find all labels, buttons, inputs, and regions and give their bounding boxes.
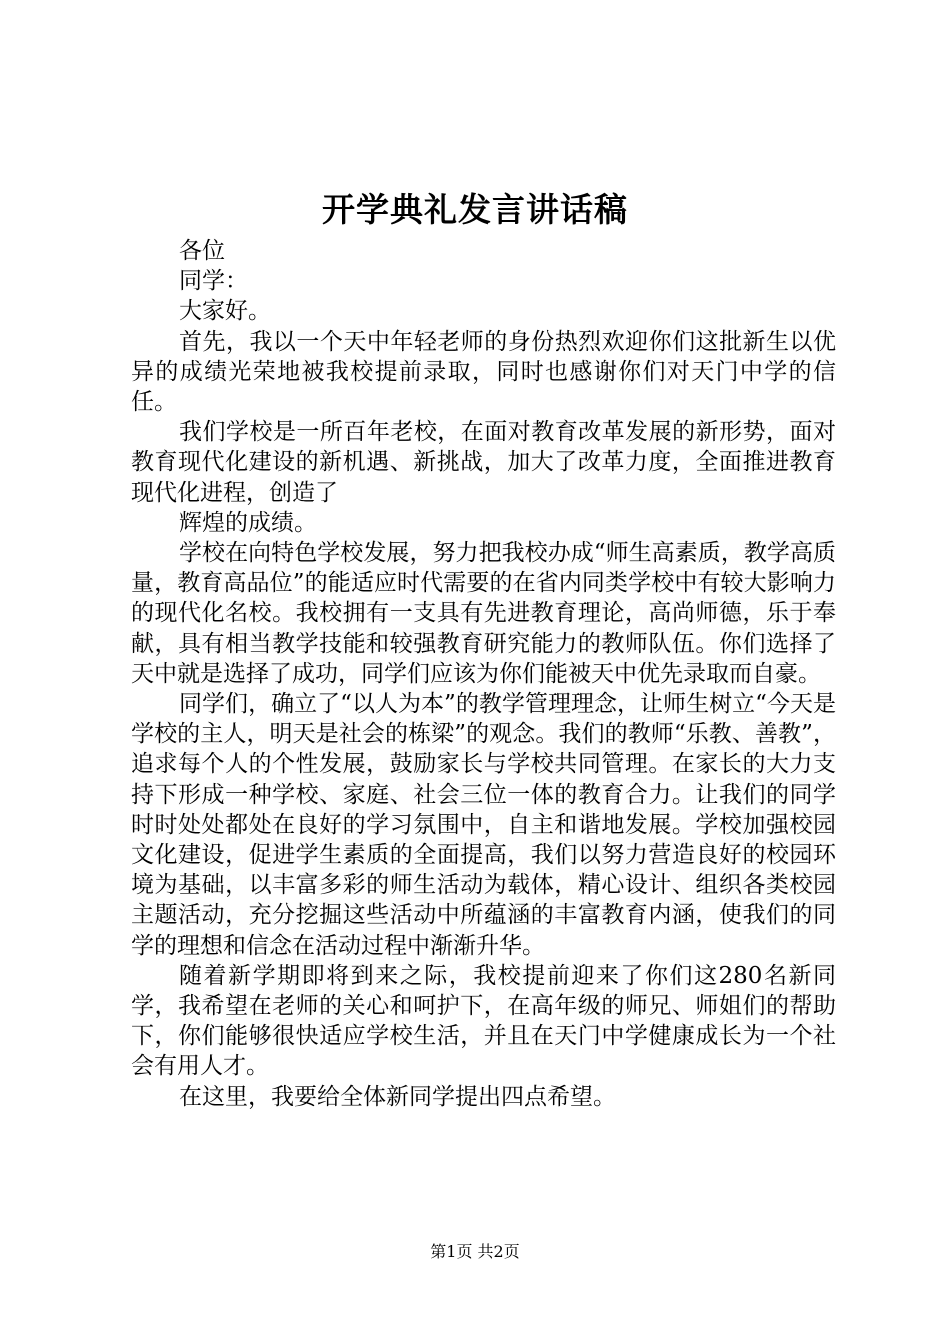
document-body — [131, 236, 836, 1112]
body-paragraph: 首先，我以一个天中年轻老师的身份热烈欢迎你们这批新生以优异的成绩光荣地被我校提前录取，同时也感谢你们对天门中学的信任。 — [131, 328, 836, 416]
body-paragraph: 我们学校是一所百年老校，在面对教育改革发展的新形势，面对教育现代化建设的新机遇、新挑战，加大了改革力度，全面推进教育现代化进程，创造了 — [131, 419, 836, 506]
body-paragraph: 在这里，我要给全体新同学提出四点希望。 — [179, 1083, 616, 1110]
salutation-line-1: 各位 — [179, 238, 225, 264]
body-paragraph: 随着新学期即将到来之际，我校提前迎来了你们这280名新同学，我希望在老师的关心和呵护下，在高年级的师兄、师姐们的帮助下，你们能够很快适应学校生活，并且在天门中学健康成长为一个社会有用人才。 — [131, 962, 836, 1080]
document-title: 开学典礼发言讲话稿 — [322, 190, 628, 229]
body-paragraph: 辉煌的成绩。 — [179, 509, 317, 536]
page-number-footer: 第1页 共2页 — [430, 1242, 520, 1261]
greeting-line: 大家好。 — [179, 298, 271, 325]
body-paragraph: 同学们，确立了“以人为本”的教学管理理念，让师生树立“今天是学校的主人，明天是社会的栋梁”的观念。我们的教师“乐教、善教”，追求每个人的个性发展，鼓励家长与学校共同管理。在家长的大力支持下形成一种学校、家庭、社会三位一体的教育合力。让我们的同学时时处处都处在良好的学习氛围中，自主和谐地发展。学校加强校园文化建设，促进学生素质的全面提高，我们以努力营造良好的校园环境为基础，以丰富多彩的师生活动为载体，精心设计、组织各类校园主题活动，充分挖掘这些活动中所蕴涵的丰富教育内涵，使我们的同学的理想和信念在活动过程中渐渐升华。 — [131, 691, 836, 959]
salutation-line-2: 同学： — [179, 268, 248, 295]
body-paragraph: 学校在向特色学校发展，努力把我校办成“师生高素质，教学高质量，教育高品位”的能适应时代需要的在省内同类学校中有较大影响力的现代化名校。我校拥有一支具有先进教育理论，高尚师德，乐于奉献，具有相当教学技能和较强教育研究能力的教师队伍。你们选择了天中就是选择了成功，同学们应该为你们能被天中优先录取而自豪。 — [131, 540, 836, 687]
